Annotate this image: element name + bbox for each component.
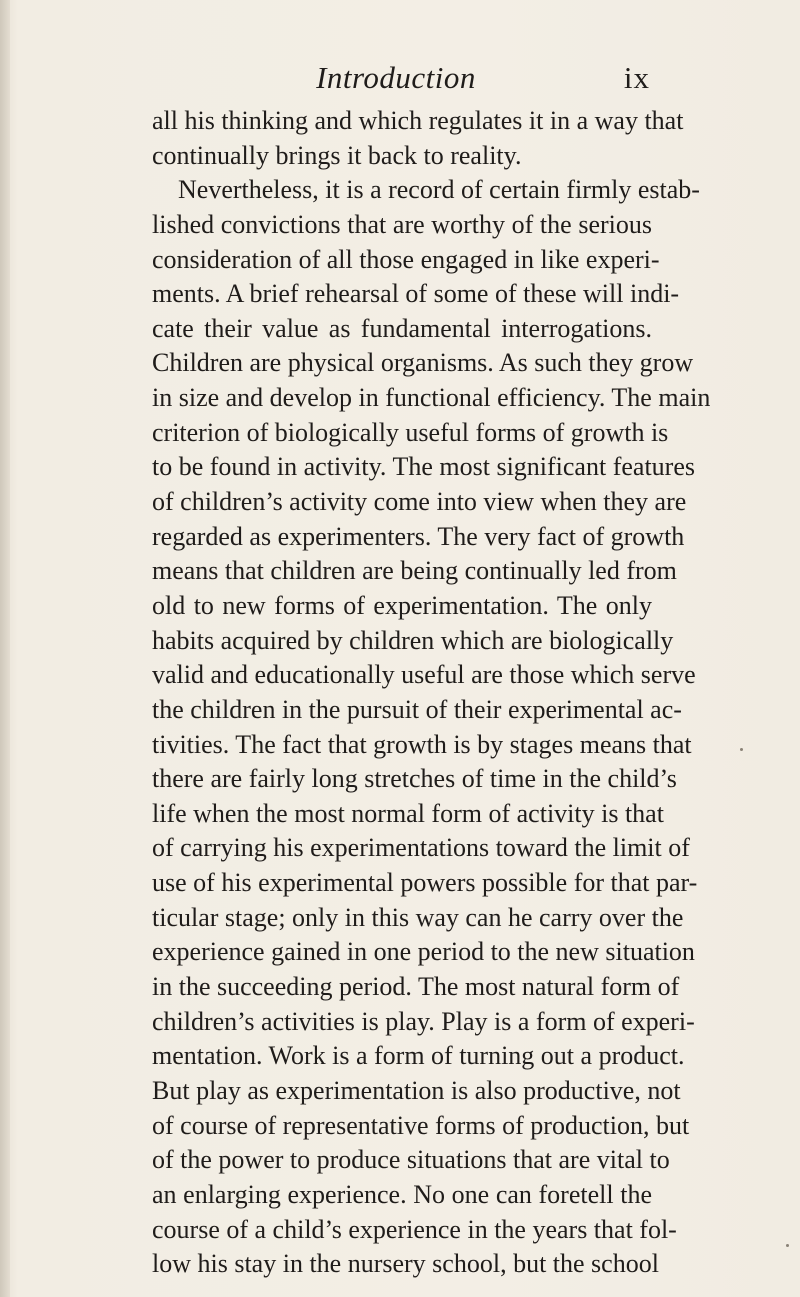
text-line: in size and develop in functional efficiency. The main — [152, 383, 711, 413]
paper-speck — [740, 748, 743, 751]
text-line: experience gained in one period to the new situation — [152, 937, 695, 967]
text-line: the children in the pursuit of their experimental ac- — [152, 694, 682, 724]
text-line: ments. A brief rehearsal of some of these will indi- — [152, 279, 680, 309]
text-line: habits acquired by children which are biologically — [152, 625, 674, 655]
text-line: children’s activities is play. Play is a form of experi- — [152, 1006, 695, 1036]
text-line: valid and educationally useful are those which serve — [152, 660, 696, 690]
text-line: cate their value as fundamental interrogations. — [152, 313, 652, 343]
text-line: low his stay in the nursery school, but the school — [152, 1249, 659, 1279]
text-line: continually brings it back to reality. — [152, 140, 522, 170]
text-line: life when the most normal form of activity is that — [152, 798, 664, 828]
text-line: means that children are being continually led from — [152, 556, 677, 586]
text-line: But play as experimentation is also productive, not — [152, 1075, 681, 1105]
text-line: of carrying his experimentations toward the limit of — [152, 833, 690, 863]
running-title: Introduction — [316, 60, 476, 95]
text-line: regarded as experimenters. The very fact of growth — [152, 521, 685, 551]
text-line: all his thinking and which regulates it in a way that — [152, 106, 684, 135]
text-line: in the succeeding period. The most natural form of — [152, 972, 680, 1002]
text-line: tivities. The fact that growth is by stages means that — [152, 729, 692, 759]
text-line: there are fairly long stretches of time in the child’s — [152, 764, 677, 794]
text-line: criterion of biologically useful forms of growth is — [152, 417, 669, 447]
text-line: mentation. Work is a form of turning out a product. — [152, 1041, 685, 1071]
page-number: ix — [623, 60, 650, 95]
text-line: an enlarging experience. No one can foretell the — [152, 1179, 652, 1209]
text-line: ticular stage; only in this way can he carry over the — [152, 902, 684, 932]
text-line: of children’s activity come into view when they are — [152, 487, 687, 517]
text-line: lished convictions that are worthy of the serious — [152, 209, 652, 239]
running-head — [142, 60, 650, 100]
body-text — [152, 104, 711, 1282]
text-line: consideration of all those engaged in like experi- — [152, 244, 660, 274]
page-gutter-shadow — [0, 0, 10, 1297]
text-line: to be found in activity. The most significant features — [152, 452, 695, 482]
text-line: Nevertheless, it is a record of certain firmly estab- — [178, 175, 700, 205]
text-line: course of a child’s experience in the years that fol- — [152, 1214, 677, 1244]
text-line: of course of representative forms of production, but — [152, 1110, 690, 1140]
text-line: old to new forms of experimentation. The only — [152, 590, 652, 620]
text-line: use of his experimental powers possible for that par- — [152, 868, 698, 898]
text-line: of the power to produce situations that are vital to — [152, 1145, 670, 1175]
paper-speck — [786, 1244, 789, 1247]
text-line: Children are physical organisms. As such they grow — [152, 348, 694, 378]
